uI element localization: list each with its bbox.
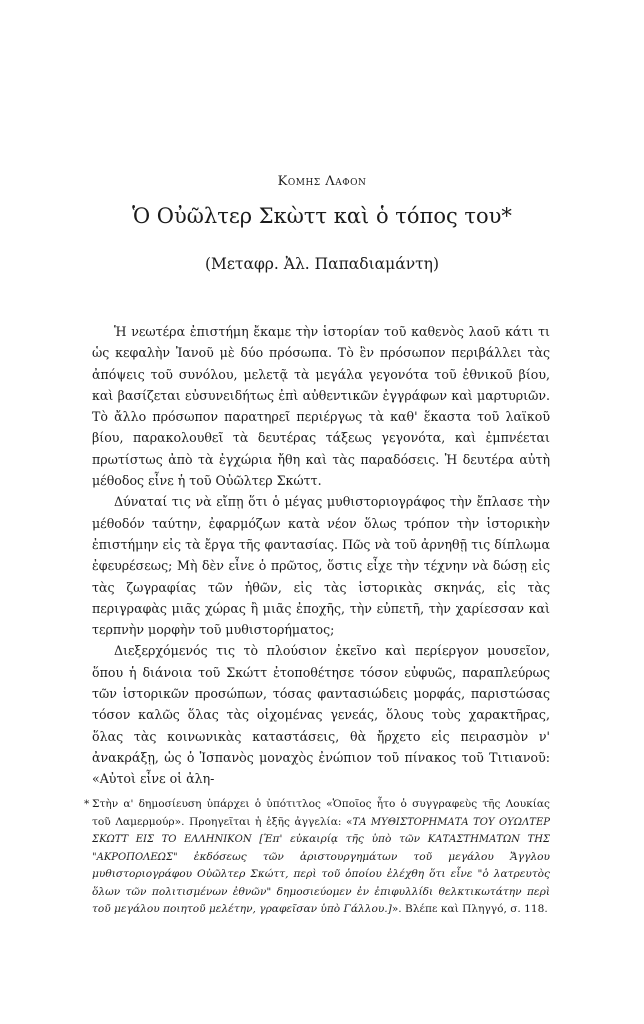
footnote-caps-2: ΚΑΤΑΣΤΗΜΑΤΩΝ ΤΗΣ "ΑΚΡΟΠΟΛΕΩΣ" [92,834,551,863]
chapter-title: Ὁ Οὐῶλτερ Σκὼττ καὶ ὁ τόπος του* [132,204,512,228]
paragraph-1: Ἡ νεωτέρα ἐπιστήμη ἔκαμε τὴν ἱστορίαν τοῦ καθενὸς λαοῦ κάτι τι ὡς κεφαλὴν Ἰανοῦ μὲ δύο πρόσωπα. Τὸ ἓν πρόσωπον περιβάλλει τὰς ἀπόψεις τοῦ συνόλου, μελετᾷ τὰ μεγάλα γεγονότα τοῦ ἐθνικοῦ βίου, καὶ βασίζεται εὐσυνειδήτως ἐπὶ αὐθεντικῶν ἐγγράφων καὶ μαρτυριῶν. Τὸ ἄλλο πρόσωπον παρατηρεῖ περιέργως τὰ καθ' ἕκαστα τοῦ λαϊκοῦ βίου, παρακολουθεῖ τὰ δευτέρας τάξεως γεγονότα, καὶ ἐμπνέεται πρωτίστως ἀπὸ τὰ ἐγχώρια ἤθη καὶ τὰς παραδόσεις. Ἡ δευτέρα αὐτὴ μέθοδος εἶνε ἡ τοῦ Οὐῶλτερ Σκώττ. [92,324,550,489]
footnote-text-2: ». Βλέπε καὶ Πληγγό, σ. 118. [391,903,548,915]
paragraph-3: Διεξερχόμενός τις τὸ πλούσιον ἐκεῖνο καὶ περίεργον μουσεῖον, ὅπου ἡ διάνοια τοῦ Σκώττ ἐτοποθέτησε τόσον εὐφυῶς, παραπλεύρως τῶν ἱστορικῶν προσώπων, τόσας φαντασιώδεις μορφάς, παριστώσας τόσον καλῶς ὅλας τὰς οἰχομένας γενεάς, ὅλους τοὺς χαρακτῆρας, ὅλας τὰς κοινωνικὰς καταστάσεις, θὰ ἤρχετο εἰς πειρασμὸν ν' ἀνακράξῃ, ὡς ὁ Ἱσπανὸς μοναχὸς ἐνώπιον τοῦ πίνακος τοῦ Τιτιανοῦ: «Αὐτοὶ εἶνε οἱ ἀλη- [92,643,550,787]
footnote [84,796,551,919]
footnote-caps-1: ΤΑ ΜΥΘΙΣΤΟΡΗΜΑΤΑ ΤΟΥ ΟΥΩΛΤΕΡ ΣΚΩΤΤ ΕΙΣ ΤΟ ΕΛΛΗΝΙΚΟΝ [92,816,550,845]
footnote-italic-1: [Ἐπ' εὐκαιρίᾳ τῆς ὑπὸ τῶν [251,833,428,845]
footnote-italic-2: ἐκδόσεως τῶν ἀριστουργημάτων τοῦ μεγάλου Ἄγγλου μυθιστοριογράφου Οὐῶλτερ Σκώττ, περὶ τοῦ ὁποίου ἐλέχθη ὅτι εἶνε "ὁ λατρευτὸς ὅλων τῶν πολιτισμένων ἐθνῶν" δημοσιεύομεν ἐν ἐπιφυλλίδι θελκτικωτάτην περὶ τοῦ μεγάλου ποιητοῦ μελέτην, γραφεῖσαν ὑπὸ Γάλλου.] [92,850,550,915]
footnote-text-1: Στὴν α' δημοσίευση ὑπάρχει ὁ ὑπότιτλος «Ὁποῖος ἦτο ὁ συγγραφεὺς τῆς Λουκίας τοῦ Λαμερμούρ». Προηγεῖται ἡ ἑξῆς ἀγγελία: « [92,798,550,828]
translator-credit: (Μεταφρ. Ἀλ. Παπαδιαμάντη) [204,255,440,273]
paragraph-2: Δύναταί τις νὰ εἴπῃ ὅτι ὁ μέγας μυθιστοριογράφος τὴν ἔπλασε τὴν μέθοδόν ταύτην, ἐφαρμόζων κατὰ νέον ὅλως τρόπον τὴν ἱστορικὴν ἐπιστήμην εἰς τὰ ἔργα τῆς φαντασίας. Πῶς νὰ τοῦ ἀρνηθῇ τις δίπλωμα ἐφευρέσεως; Μὴ δὲν εἶνε ὁ πρῶτος, ὅστις εἶχε τὴν τέχνην νὰ δώσῃ εἰς τὰς ζωγραφίας τῶν ἠθῶν, εἰς τὰς ἱστορικὰς σκηνάς, εἰς τὰς περιγραφὰς μιᾶς χώρας ἢ μιᾶς ἐποχῆς, τὴν εὐπετῆ, τὴν χαρίεσσαν καὶ τερπνὴν μορφὴν τοῦ μυθιστορήματος; [92,494,550,638]
footnote-marker: * [84,798,90,810]
author-name: Κομης Λαφον [277,174,367,189]
body-text [92,321,550,790]
